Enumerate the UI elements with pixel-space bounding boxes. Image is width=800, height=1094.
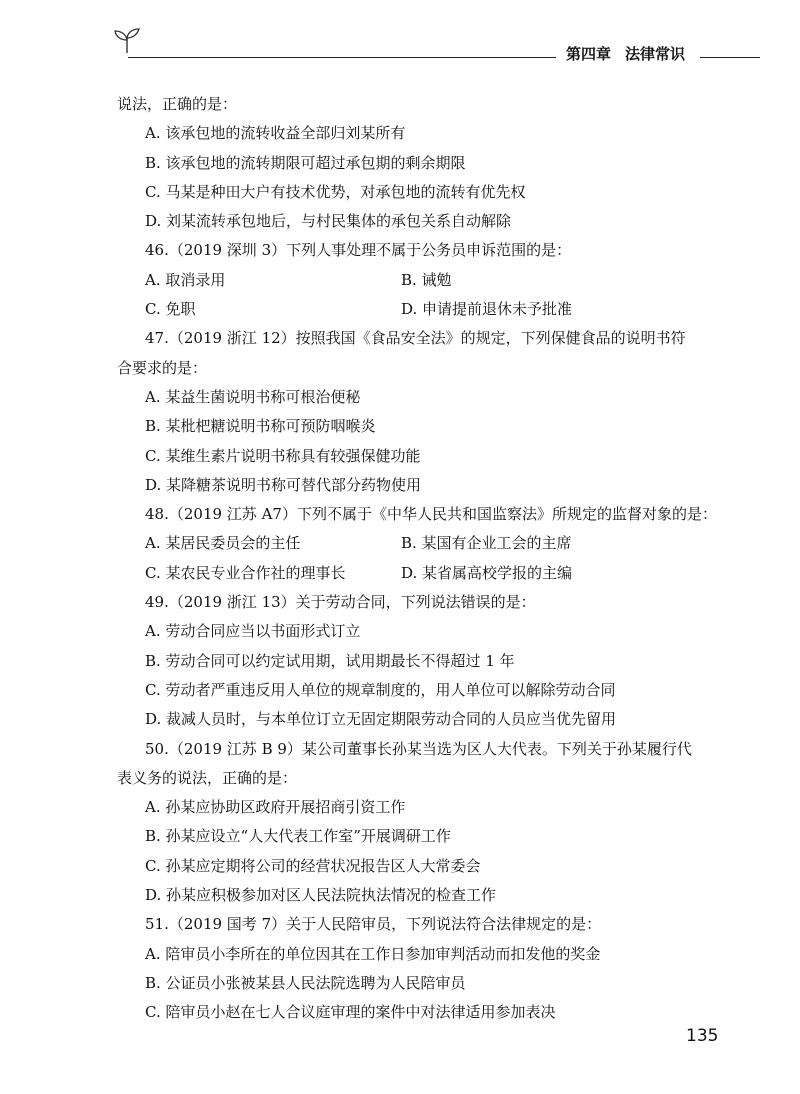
option-line: B. 某枇杷糖说明书称可预防咽喉炎 <box>145 417 376 436</box>
header-rule-left <box>128 57 556 58</box>
option-line: A. 某益生菌说明书称可根治便秘 <box>145 387 361 406</box>
question-46: 46.（2019 深圳 3）下列人事处理不属于公务员申诉范围的是： <box>145 241 572 260</box>
option-line: C. 马某是种田大户有技术优势，对承包地的流转有优先权 <box>145 182 526 201</box>
sprout-icon <box>110 28 144 54</box>
option-line: C. 陪审员小赵在七人合议庭审理的案件中对法律适用参加表决 <box>145 1003 556 1022</box>
option-line: B. 公证员小张被某县人民法院选聘为人民陪审员 <box>145 973 466 992</box>
option-line: A. 劳动合同应当以书面形式订立 <box>145 622 361 641</box>
option-row <box>117 266 697 295</box>
option-line: B. 孙某应设立“人大代表工作室”开展调研工作 <box>145 827 451 846</box>
option-line: A. 孙某应协助区政府开展招商引资工作 <box>145 798 406 817</box>
question-47: 47.（2019 浙江 12）按照我国《食品安全法》的规定，下列保健食品的说明书符 <box>145 329 686 348</box>
option-a: A. 某居民委员会的主任 <box>145 534 301 553</box>
page-body <box>117 90 717 1028</box>
option-line: D. 裁减人员时，与本单位订立无固定期限劳动合同的人员应当优先留用 <box>145 710 617 729</box>
option-c: C. 某农民专业合作社的理事长 <box>145 563 346 582</box>
header-rule-right <box>700 57 760 58</box>
option-row <box>117 559 697 588</box>
option-c: C. 免职 <box>145 300 196 319</box>
page-number: 135 <box>686 1026 719 1046</box>
option-line: D. 某降糖茶说明书称可替代部分药物使用 <box>145 475 422 494</box>
text-line: 说法，正确的是： <box>117 95 238 113</box>
option-line: C. 孙某应定期将公司的经营状况报告区人大常委会 <box>145 856 481 875</box>
chapter-title: 法律常识 <box>625 45 686 63</box>
option-line: B. 劳动合同可以约定试用期，试用期最长不得超过 1 年 <box>145 651 515 670</box>
text-line: 表义务的说法，正确的是： <box>117 768 298 787</box>
option-line: C. 某维生素片说明书称具有较强保健功能 <box>145 446 421 465</box>
option-b: B. 诫勉 <box>401 270 452 289</box>
question-50: 50.（2019 江苏 B 9）某公司董事长孙某当选为区人大代表。下列关于孙某履行代 <box>145 739 692 758</box>
text-line: 合要求的是： <box>117 358 208 377</box>
question-51: 51.（2019 国考 7）关于人民陪审员，下列说法符合法律规定的是： <box>145 915 602 934</box>
question-49: 49.（2019 浙江 13）关于劳动合同，下列说法错误的是： <box>145 593 536 612</box>
chapter-heading <box>566 43 685 64</box>
option-b: B. 某国有企业工会的主席 <box>401 534 572 553</box>
option-line: B. 该承包地的流转期限可超过承包期的剩余期限 <box>145 153 466 172</box>
option-d: D. 申请提前退休未予批准 <box>401 300 573 319</box>
chapter-number: 第四章 <box>566 45 612 63</box>
option-line: C. 劳动者严重违反用人单位的规章制度的，用人单位可以解除劳动合同 <box>145 680 616 699</box>
option-row <box>117 295 697 324</box>
option-d: D. 某省属高校学报的主编 <box>401 563 573 582</box>
option-line: D. 刘某流转承包地后，与村民集体的承包关系自动解除 <box>145 212 512 231</box>
option-line: D. 孙某应积极参加对区人民法院执法情况的检查工作 <box>145 886 497 905</box>
option-line: A. 该承包地的流转收益全部归刘某所有 <box>145 124 406 143</box>
option-a: A. 取消录用 <box>145 270 226 289</box>
option-line: A. 陪审员小李所在的单位因其在工作日参加审判活动而扣发他的奖金 <box>145 944 601 963</box>
question-48: 48.（2019 江苏 A7）下列不属于《中华人民共和国监察法》所规定的监督对象的是： <box>145 505 717 524</box>
option-row <box>117 529 697 558</box>
